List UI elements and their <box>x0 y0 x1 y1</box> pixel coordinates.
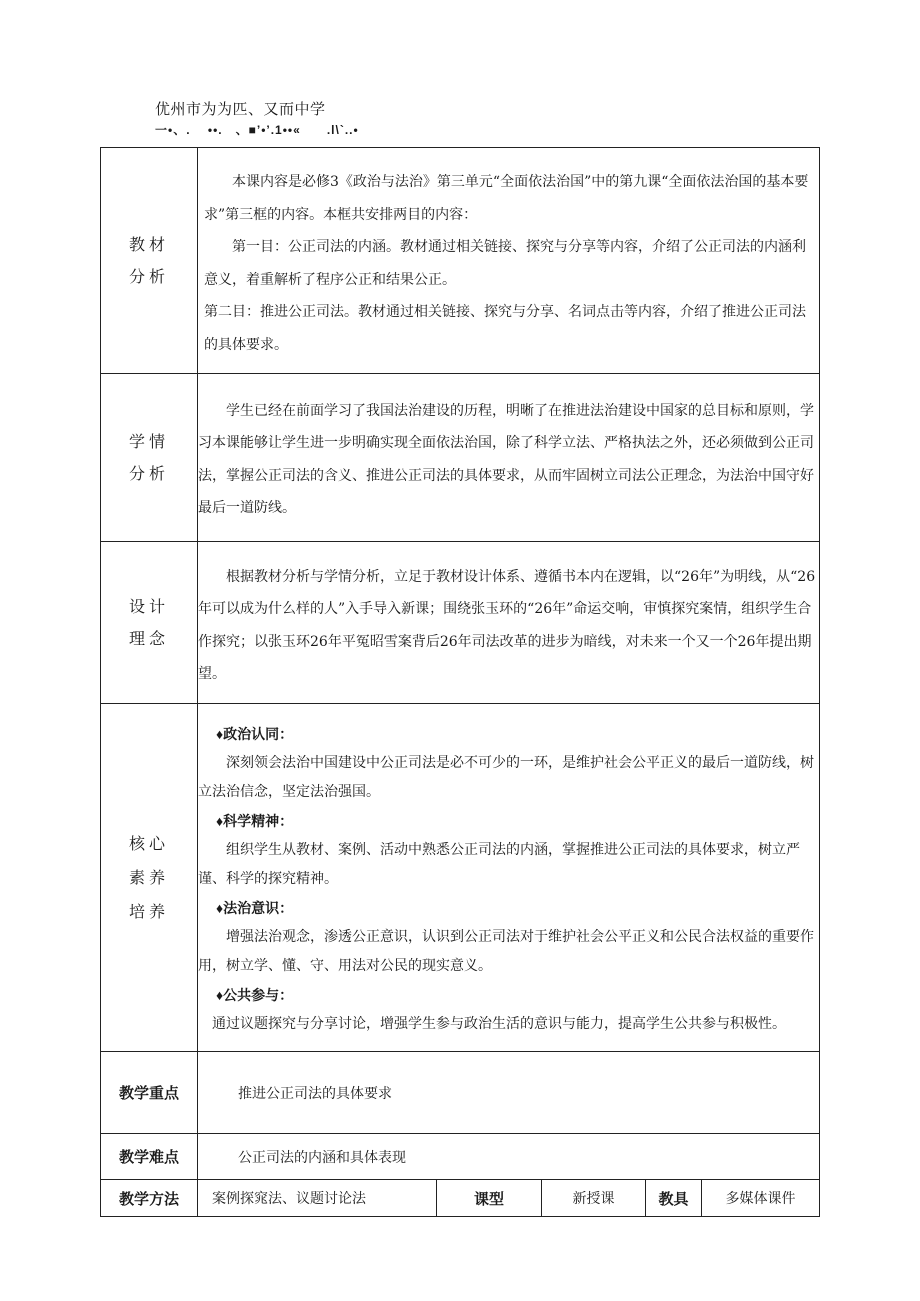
label-core-literacy: 核心 素养 培养 <box>101 704 198 1052</box>
row-student-analysis <box>101 374 820 542</box>
paragraph: 学生已经在前面学习了我国法治建设的历程，明晰了在推进法治建设中国家的总目标和原则，学习本课能够让学生进一步明确实现全面依法治国，除了科学立法、严格执法之外，还必须做到公正司法，掌握公正司法的含义、推进公正司法的具体要求，从而牢固树立司法公正理念，为法治中国守好最后一道防线。 <box>198 402 814 516</box>
content-key-point: 推进公正司法的具体要求 <box>198 1052 820 1134</box>
lesson-plan-table <box>100 147 820 1217</box>
value-lesson-type: 新授课 <box>542 1180 646 1217</box>
label-teaching-aid: 教具 <box>646 1180 702 1217</box>
content-core-literacy <box>198 704 820 1052</box>
content-textbook-analysis <box>198 148 820 374</box>
label-difficulty: 教学难点 <box>101 1134 198 1180</box>
label-key-point: 教学重点 <box>101 1052 198 1134</box>
paragraph: 增强法治观念，渗透公正意识，认识到公正司法对于维护社会公平正义和公民合法权益的重要作用，树立学、懂、守、用法对公民的现实意义。 <box>198 929 814 974</box>
header-subline: 一•、. ••. 、■’•’.1••« .l\`..• <box>155 123 359 137</box>
paragraph: 根据教材分析与学情分析，立足于教材设计体系、遵循书本内在逻辑，以“26年”为明线，从“26年可以成为什么样的人”入手导入新课；围绕张玉环的“26年”命运交响，审慎探究案情，组织学生合作探究；以张玉环26年平冤昭雪案背后26年司法改革的进步为暗线，对未来一个又一个26年提出期望。 <box>198 568 816 682</box>
paragraph: 深刻领会法治中国建设中公正司法是必不可少的一环，是维护社会公平正义的最后一道防线，树立法治信念，坚定法治强国。 <box>198 755 814 800</box>
content-method: 案例探窕法、议题讨论法 <box>198 1180 437 1217</box>
literacy-title-law: ♦法治意识： <box>216 900 294 916</box>
literacy-title-science: ♦科学精神： <box>216 813 294 829</box>
label-lesson-type: 课型 <box>437 1180 542 1217</box>
label-student-analysis: 学情 分析 <box>101 374 198 542</box>
school-name: 优州市为为匹、又而中学 <box>155 100 326 118</box>
content-student-analysis <box>198 374 820 542</box>
paragraph: 本课内容是必修3《政治与法治》第三单元“全面依法治国”中的第九课“全面依法治国的基本要求”第三框的内容。本框共安排两目的内容： <box>204 174 809 223</box>
row-design-concept <box>101 542 820 704</box>
paragraph: 第二目：推进公正司法。教材通过相关链接、探究与分享、名词点击等内容，介绍了推进公正司法的具体要求。 <box>204 304 806 353</box>
content-difficulty: 公正司法的内涵和具体表现 <box>198 1134 820 1180</box>
row-method <box>101 1180 820 1217</box>
paragraph: 组织学生从教材、案例、活动中熟悉公正司法的内涵，掌握推进公正司法的具体要求，树立严谨、科学的探究精神。 <box>198 842 800 887</box>
label-design-concept: 设计 理念 <box>101 542 198 704</box>
row-difficulty <box>101 1134 820 1180</box>
label-textbook-analysis: 教材 分析 <box>101 148 198 374</box>
literacy-title-political: ♦政治认同： <box>216 726 294 742</box>
paragraph: 第一目：公正司法的内涵。教材通过相关链接、探究与分享等内容，介绍了公正司法的内涵利意义，着重解析了程序公正和结果公正。 <box>204 239 806 288</box>
value-teaching-aid: 多媒体课件 <box>702 1180 820 1217</box>
row-key-point <box>101 1052 820 1134</box>
label-method: 教学方法 <box>101 1180 198 1217</box>
row-core-literacy <box>101 704 820 1052</box>
content-design-concept <box>198 542 820 704</box>
literacy-title-public: ♦公共参与： <box>216 987 294 1003</box>
paragraph: 通过议题探究与分享讨论，增强学生参与政治生活的意识与能力，提高学生公共参与积极性。 <box>212 1016 786 1032</box>
row-textbook-analysis <box>101 148 820 374</box>
